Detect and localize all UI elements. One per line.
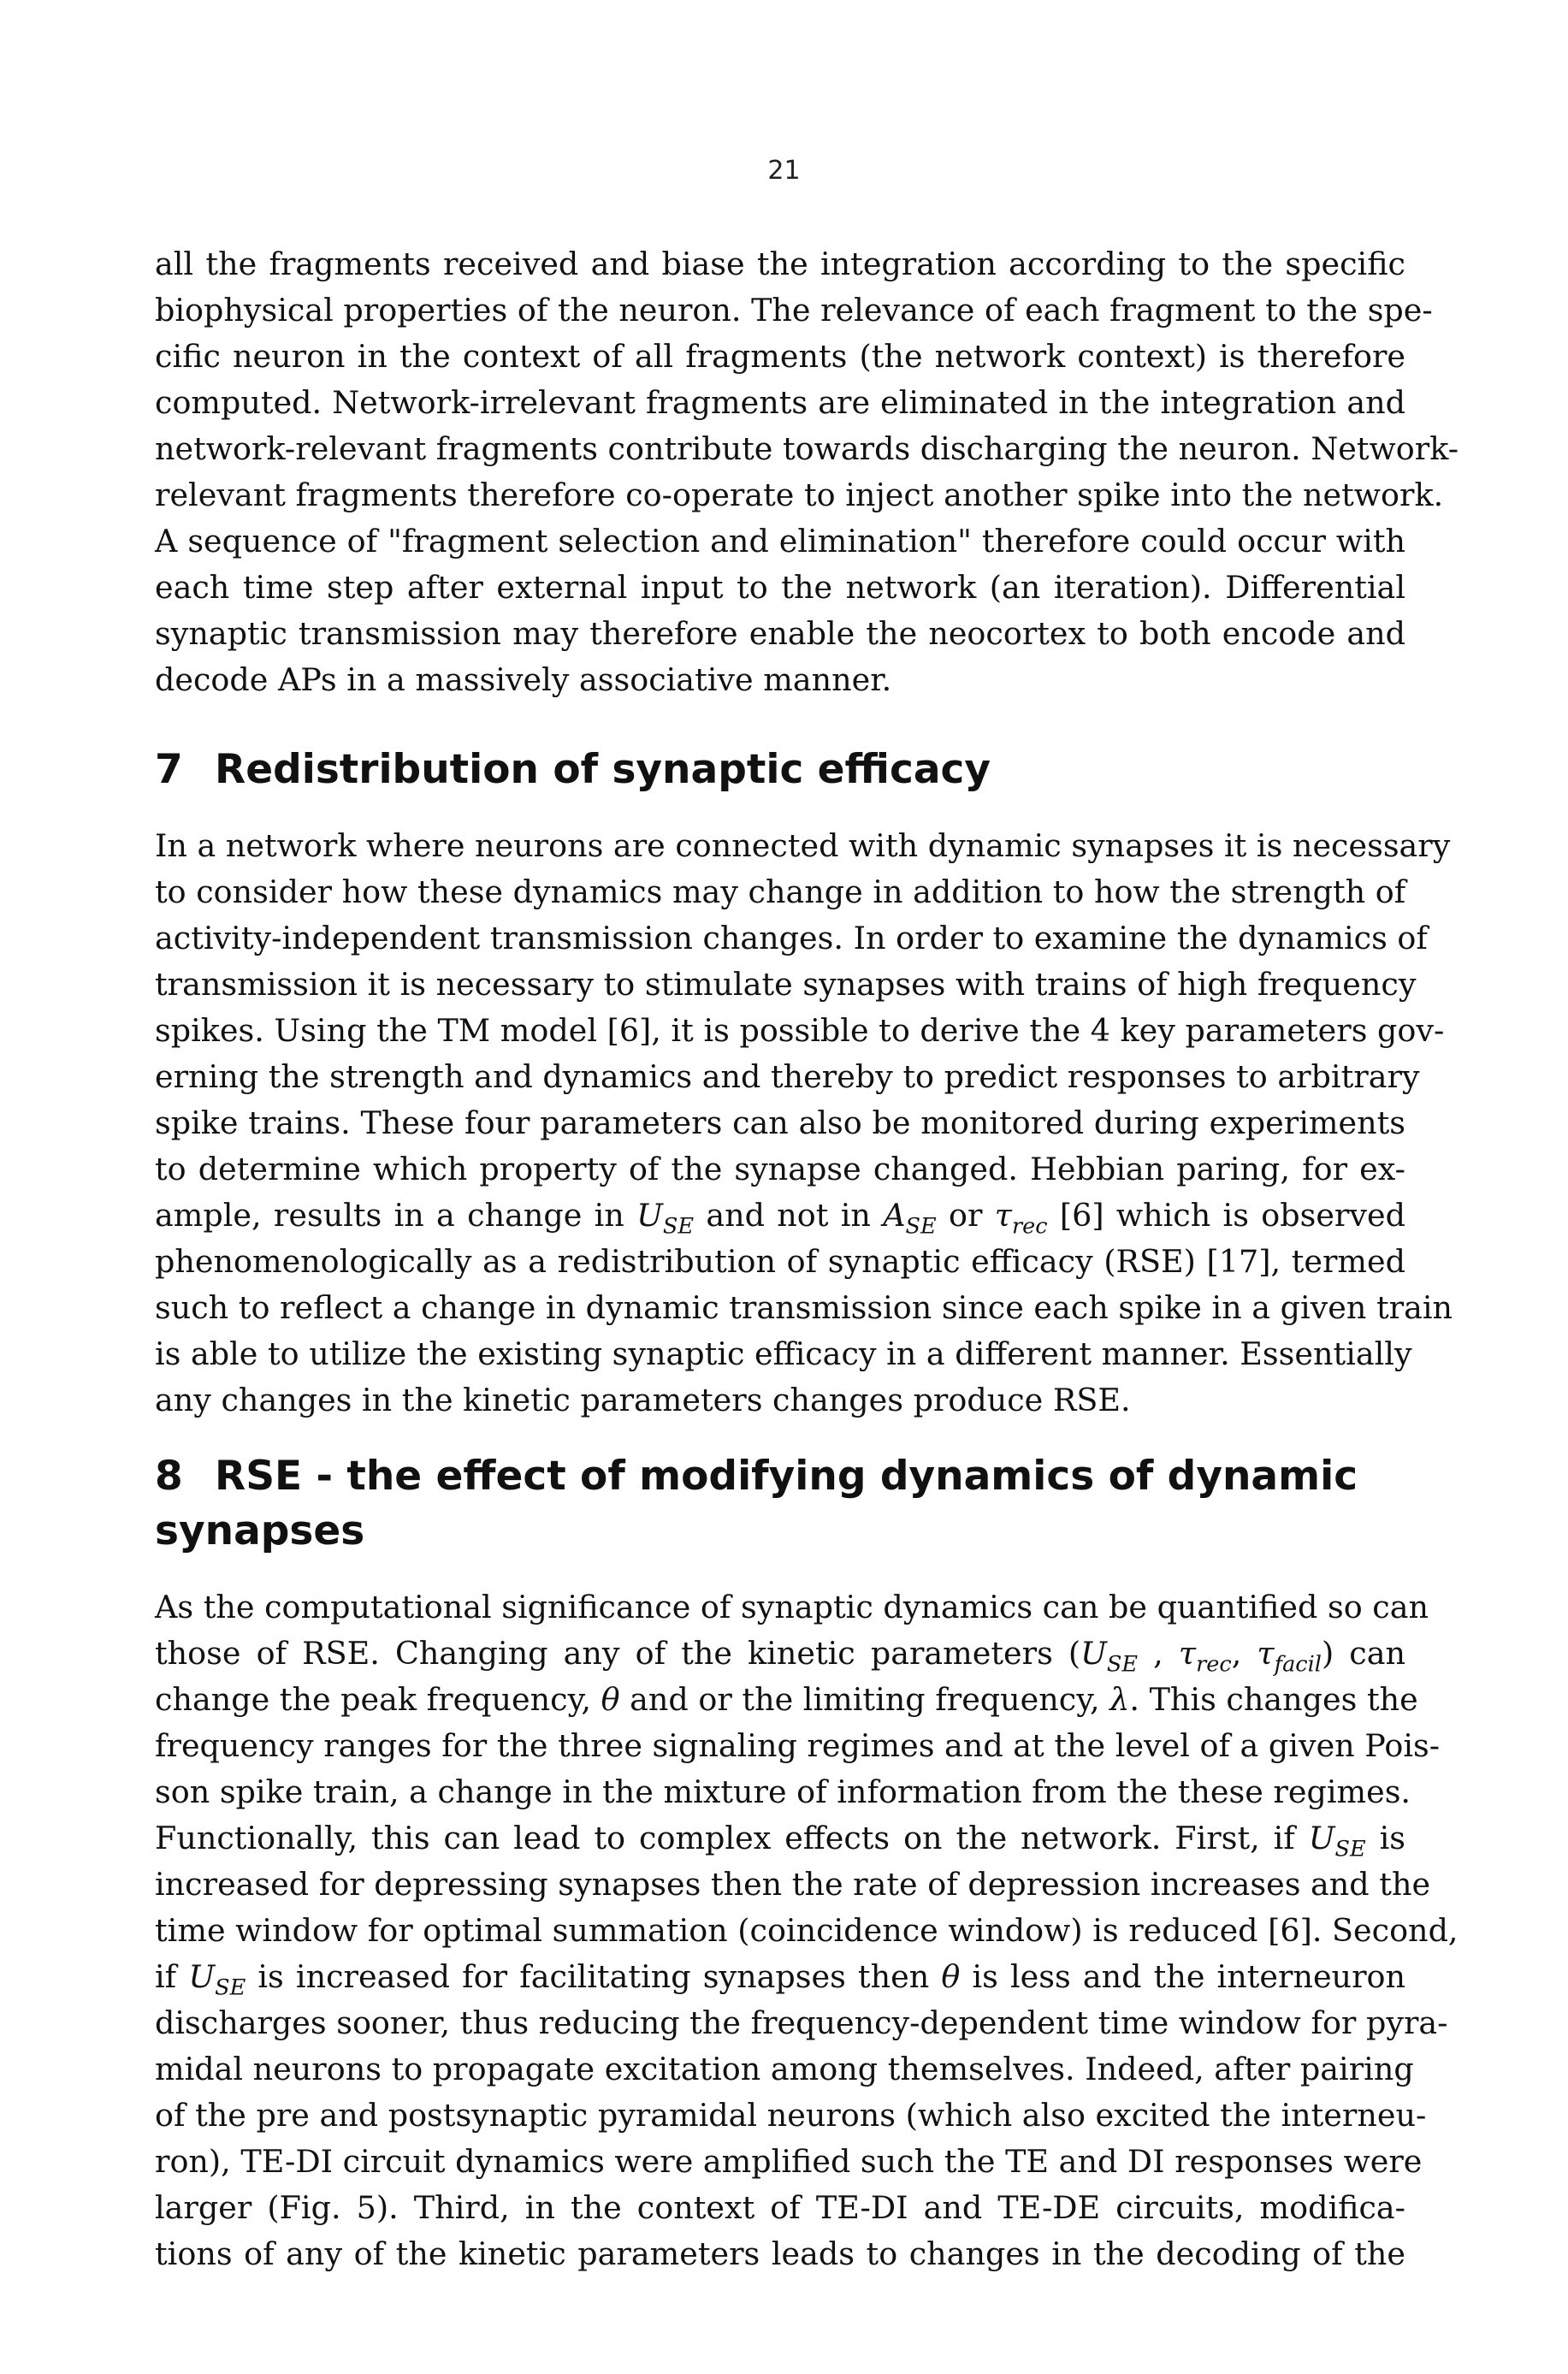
section-title: RSE - the effect of modifying dynamics of dynamic xyxy=(215,1453,1358,1500)
text-line: relevant fragments therefore co-operate to inject another spike into the network. xyxy=(155,477,1444,513)
text-line: activity-independent transmission changes. In order to examine the dynamics of xyxy=(155,920,1428,956)
text-line: A sequence of "fragment selection and elimination" therefore could occur with xyxy=(155,523,1405,559)
text-line: phenomenologically as a redistribution of synaptic efficacy (RSE) [17], termed xyxy=(155,1243,1405,1280)
text-line: midal neurons to propagate excitation among themselves. Indeed, after pairing xyxy=(155,2051,1414,2087)
text-line: synaptic transmission may therefore enable the neocortex to both encode and xyxy=(155,615,1405,652)
text-line: such to reflect a change in dynamic transmission since each spike in a given train xyxy=(155,1289,1453,1326)
text-line: is able to utilize the existing synaptic efficacy in a different manner. Essentially xyxy=(155,1335,1412,1372)
text-line: increased for depressing synapses then the rate of depression increases and the xyxy=(155,1866,1431,1903)
text-line: cific neuron in the context of all fragments (the network context) is therefore xyxy=(155,338,1405,375)
text-line: time window for optimal summation (coincidence window) is reduced [6]. Second, xyxy=(155,1912,1459,1949)
text-line: each time step after external input to the network (an iteration). Differential xyxy=(155,569,1405,606)
text-line: computed. Network-irrelevant fragments are eliminated in the integration and xyxy=(155,384,1405,421)
text-line-with-math: those of RSE. Changing any of the kinetic parameters ($U_{SE}$ , $\tau_{rec}$, $\tau_{facil}$) can xyxy=(155,1635,1405,1678)
text-line-with-math: change the peak frequency, θ and or the limiting frequency, λ. This changes the xyxy=(155,1681,1418,1718)
text-line: larger (Fig. 5). Third, in the context of TE-DI and TE-DE circuits, modifica- xyxy=(155,2189,1405,2226)
text-line-with-math: Functionally, this can lead to complex effects on the network. First, if $U_{SE}$ is xyxy=(155,1820,1405,1862)
section-heading-7 xyxy=(155,743,1412,797)
text-line: As the computational significance of synaptic dynamics can be quantified so can xyxy=(155,1589,1429,1625)
text-line-with-math: ample, results in a change in $U_{SE}$ and not in $A_{SE}$ or $\tau_{rec}$ [6] which is observed xyxy=(155,1197,1405,1240)
text-line: ron), TE-DI circuit dynamics were amplified such the TE and DI responses were xyxy=(155,2143,1423,2180)
text-line: frequency ranges for the three signaling regimes and at the level of a given Pois- xyxy=(155,1727,1441,1764)
text-line: In a network where neurons are connected with dynamic synapses it is necessary xyxy=(155,827,1451,864)
text-line: all the fragments received and biase the integration according to the specific xyxy=(155,246,1405,282)
text-line: spikes. Using the TM model [6], it is possible to derive the 4 key parameters gov- xyxy=(155,1012,1445,1049)
text-line: decode APs in a massively associative manner. xyxy=(155,661,892,698)
text-line: network-relevant fragments contribute towards discharging the neuron. Network- xyxy=(155,430,1459,467)
paragraph-intro xyxy=(155,241,1459,703)
text-line: to determine which property of the synapse changed. Hebbian paring, for ex- xyxy=(155,1151,1405,1187)
text-line: son spike train, a change in the mixture of information from the these regimes. xyxy=(155,1773,1411,1810)
text-line: discharges sooner, thus reducing the frequency-dependent time window for pyra- xyxy=(155,2004,1448,2041)
section-title-continued: synapses xyxy=(155,1507,365,1554)
paragraph-redistribution xyxy=(155,823,1453,1424)
text-line: of the pre and postsynaptic pyramidal neurons (which also excited the interneu- xyxy=(155,2097,1427,2134)
text-line: tions of any of the kinetic parameters leads to changes in the decoding of the xyxy=(155,2235,1405,2272)
section-title: Redistribution of synaptic efficacy xyxy=(215,746,991,793)
section-number: 7 xyxy=(155,746,183,793)
paragraph-rse-effects xyxy=(155,1584,1459,2277)
section-number: 8 xyxy=(155,1453,183,1500)
text-line: biophysical properties of the neuron. The relevance of each fragment to the spe- xyxy=(155,292,1433,329)
page-number: 21 xyxy=(767,156,801,186)
text-line: transmission it is necessary to stimulate synapses with trains of high frequency xyxy=(155,966,1417,1003)
text-line: erning the strength and dynamics and thereby to predict responses to arbitrary xyxy=(155,1058,1420,1095)
text-line: any changes in the kinetic parameters changes produce RSE. xyxy=(155,1382,1131,1418)
section-heading-8 xyxy=(155,1449,1412,1559)
text-line: to consider how these dynamics may change in addition to how the strength of xyxy=(155,873,1406,910)
text-line: spike trains. These four parameters can also be monitored during experiments xyxy=(155,1104,1405,1141)
text-line-with-math: if $U_{SE}$ is increased for facilitating synapses then θ is less and the interneuron xyxy=(155,1958,1405,2001)
